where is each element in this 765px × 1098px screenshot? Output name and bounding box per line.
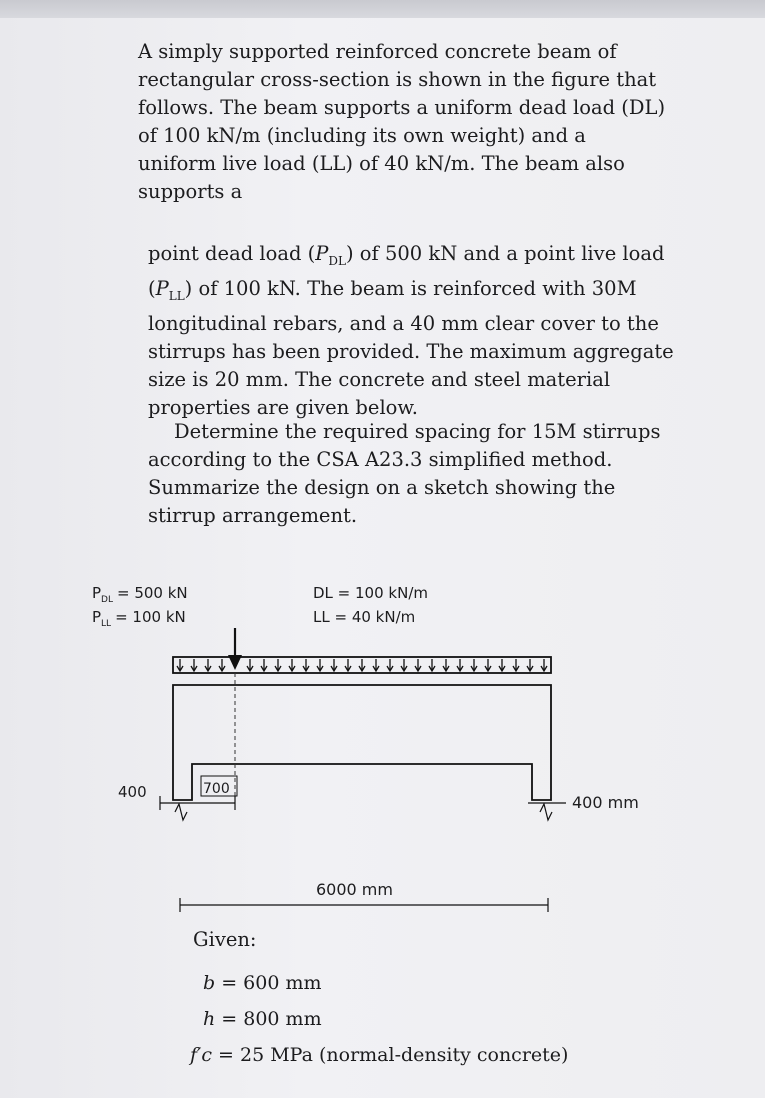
given-heading: Given: <box>193 928 257 951</box>
pll-label: $P_{LL} = 100$ kN <box>92 608 186 629</box>
given-h: h = 800 mm <box>203 1008 322 1030</box>
left-support-label: 400 <box>118 783 147 801</box>
point-offset-label: 700 <box>203 781 230 797</box>
span-dimension <box>180 898 548 912</box>
problem-paragraph-3: Determine the required spacing for 15M stirrups according to the CSA A23.3 simplified method. Summarize the design on a sketch showing the stirrup arrangement. <box>148 420 661 527</box>
span-label: 6000 mm <box>316 880 393 899</box>
distributed-load <box>173 657 551 673</box>
given-fc: f′c = 25 MPa (normal-density concrete) <box>190 1044 569 1066</box>
left-support-dimension <box>160 796 235 820</box>
point-load-arrow <box>228 628 242 670</box>
problem-paragraph-2: point dead load $(P_{DL})$ of 500 kN and a point live load $(P_{LL})$ of 100 kN. The beam is reinforced with 30M longitudinal rebars, and a 40 mm clear cover to the stirrups has been provided. The maximum aggregate size is 20 mm. The concrete and steel material properties are given below. <box>148 242 674 419</box>
given-b: b = 600 mm <box>203 972 322 994</box>
right-support-label: 400 mm <box>572 793 639 812</box>
problem-paragraph-1: A simply supported reinforced concrete beam of rectangular cross-section is shown in the figure that follows. The beam supports a uniform dead load (DL) of 100 kN/m (including its own weight) and a uniform live load (LL) of 40 kN/m. The beam also supports a <box>138 40 666 203</box>
pdl-label: $P_{DL} = 500$ kN <box>92 584 188 605</box>
ll-label: LL = 40 kN/m <box>313 608 416 626</box>
dl-label: DL = 100 kN/m <box>313 584 428 602</box>
right-support-dimension <box>528 803 566 820</box>
